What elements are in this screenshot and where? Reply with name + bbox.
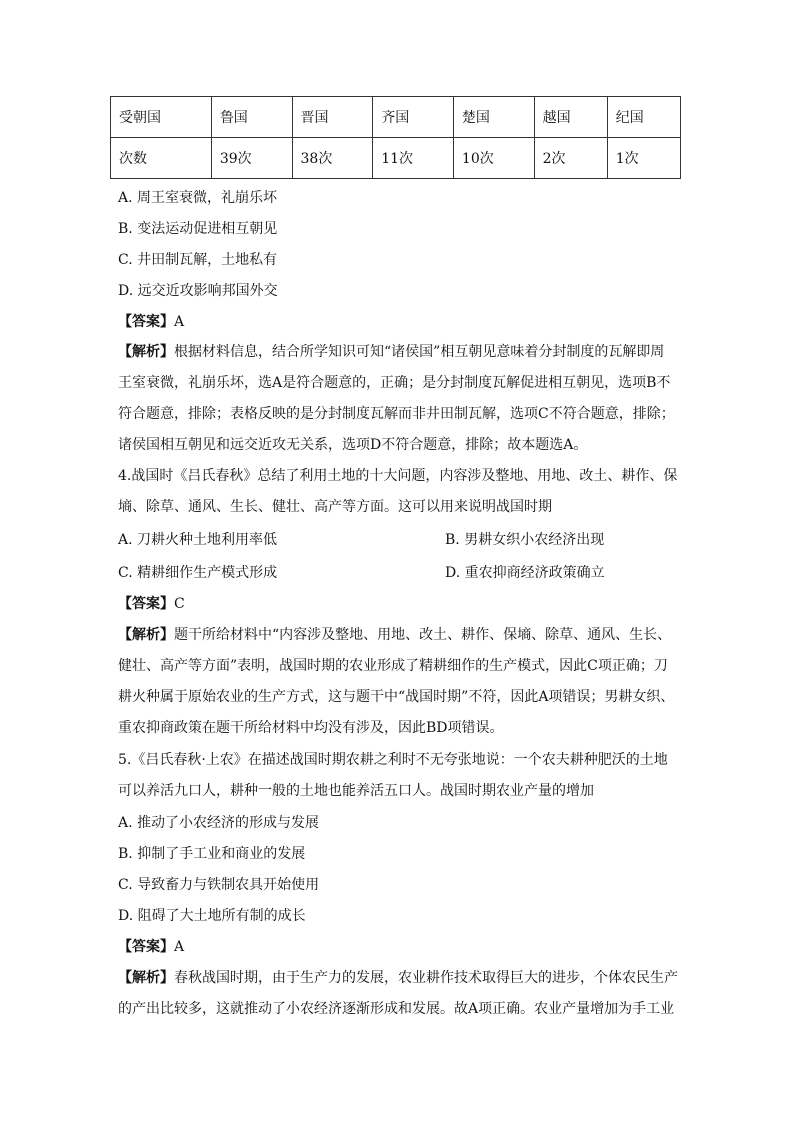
analysis-line: 的产出比较多，这就推动了小农经济逐渐形成和发展。故A项正确。农业产量增加为手工业 xyxy=(118,1001,675,1017)
table-cell: 齐国 xyxy=(373,97,454,138)
q3-option-a: A. 周王室衰微，礼崩乐坏 xyxy=(118,190,278,206)
q5-option-b: B. 抑制了手工业和商业的发展 xyxy=(118,846,306,862)
analysis-line: 健壮、高产等方面”表明，战国时期的农业形成了精耕细作的生产模式，因此C项正确；刀 xyxy=(118,658,668,674)
analysis-line: 【解析】春秋战国时期，由于生产力的发展，农业耕作技术取得巨大的进步，个体农民生产 xyxy=(118,970,678,986)
q4-stem xyxy=(118,461,684,523)
answer-value: C xyxy=(174,596,185,612)
answer-label: 【答案】 xyxy=(118,314,174,330)
analysis-label: 【解析】 xyxy=(118,627,174,643)
q3-option-d: D. 远交近攻影响邦国外交 xyxy=(118,283,278,299)
stem-line: 墒、除草、通风、生长、健壮、高产等方面。这可以用来说明战国时期 xyxy=(118,499,552,515)
answer-label: 【答案】 xyxy=(118,939,174,955)
analysis-line: 重农抑商政策在题干所给材料中均没有涉及，因此BD项错误。 xyxy=(118,720,504,736)
table-cell: 晋国 xyxy=(292,97,373,138)
stem-line: 可以养活九口人，耕种一般的土地也能养活五口人。战国时期农业产量的增加 xyxy=(118,783,594,799)
analysis-line: 王室衰微，礼崩乐坏，选A是符合题意的，正确；是分封制度瓦解促进相互朝见，选项B不 xyxy=(118,375,671,391)
q3-option-c: C. 井田制瓦解，土地私有 xyxy=(118,252,278,268)
table-cell: 39次 xyxy=(211,138,292,179)
table-cell: 次数 xyxy=(111,138,212,179)
analysis-line: 【解析】根据材料信息，结合所学知识可知“诸侯国”相互朝见意味着分封制度的瓦解即周 xyxy=(118,344,665,360)
q5-analysis xyxy=(118,963,684,1025)
table-cell: 10次 xyxy=(453,138,534,179)
visit-count-table xyxy=(110,96,681,179)
q4-option-a: A. 刀耕火种土地利用率低 xyxy=(118,532,278,548)
q5-stem xyxy=(118,745,684,807)
table-cell: 受朝国 xyxy=(111,97,212,138)
answer-value: A xyxy=(174,939,185,955)
answer-label: 【答案】 xyxy=(118,596,174,612)
table-cell: 越国 xyxy=(534,97,607,138)
table-cell: 11次 xyxy=(373,138,454,179)
table-cell: 2次 xyxy=(534,138,607,179)
table-header-row xyxy=(111,97,681,138)
analysis-line: 符合题意，排除；表格反映的是分封制度瓦解而非井田制瓦解，选项C不符合题意，排除； xyxy=(118,406,675,422)
q3-answer xyxy=(118,312,184,332)
q4-option-c: C. 精耕细作生产模式形成 xyxy=(118,565,278,581)
q5-option-a: A. 推动了小农经济的形成与发展 xyxy=(118,815,320,831)
q4-answer xyxy=(118,594,185,614)
q4-option-d: D. 重农抑商经济政策确立 xyxy=(445,565,605,581)
q5-option-d: D. 阻碍了大土地所有制的成长 xyxy=(118,908,306,924)
stem-line: 5.《吕氏春秋·上农》在描述战国时期农耕之利时不无夸张地说：一个农夫耕种肥沃的土地 xyxy=(118,752,668,768)
q5-option-c: C. 导致畜力与铁制农具开始使用 xyxy=(118,877,320,893)
analysis-line: 【解析】题干所给材料中“内容涉及整地、用地、改土、耕作、保墒、除草、通风、生长、 xyxy=(118,627,672,643)
table-cell: 38次 xyxy=(292,138,373,179)
stem-line: 4.战国时《吕氏春秋》总结了利用土地的十大问题，内容涉及整地、用地、改土、耕作、保 xyxy=(118,468,678,484)
table-cell: 1次 xyxy=(607,138,680,179)
answer-value: A xyxy=(174,314,185,330)
analysis-label: 【解析】 xyxy=(118,344,174,360)
table-cell: 纪国 xyxy=(607,97,680,138)
q3-analysis xyxy=(118,337,684,461)
table-row xyxy=(111,138,681,179)
q4-analysis xyxy=(118,620,684,744)
analysis-line: 诸侯国相互朝见和远交近攻无关系，选项D不符合题意，排除；故本题选A。 xyxy=(118,437,588,453)
analysis-line: 耕火种属于原始农业的生产方式，这与题干中“战国时期”不符，因此A项错误；男耕女织、 xyxy=(118,689,675,705)
table-cell: 鲁国 xyxy=(211,97,292,138)
analysis-label: 【解析】 xyxy=(118,970,174,986)
q4-option-b: B. 男耕女织小农经济出现 xyxy=(445,532,605,548)
table-cell: 楚国 xyxy=(453,97,534,138)
q3-option-b: B. 变法运动促进相互朝见 xyxy=(118,221,278,237)
q5-answer xyxy=(118,937,184,957)
